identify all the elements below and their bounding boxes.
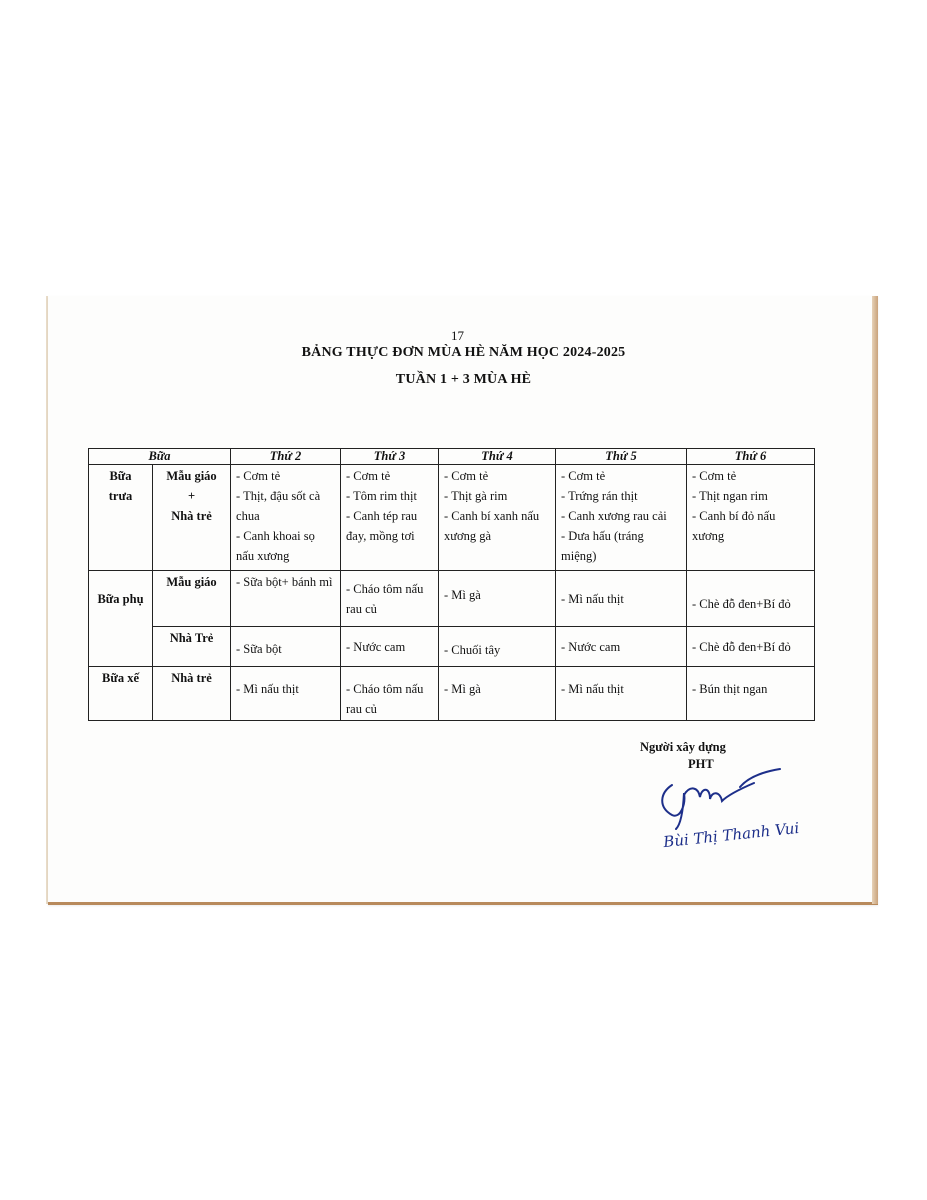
menu-table [88,448,815,721]
document-title: BẢNG THỰC ĐƠN MÙA HÈ NĂM HỌC 2024-2025 [301,345,626,360]
header-day: Thứ 6 [687,449,815,465]
meal-snack: Bữa phụ [89,571,153,667]
afternoon-row [89,667,815,721]
snack-cell: - Nước cam [341,627,439,667]
snack-nursery-row [89,627,815,667]
lunch-row [89,465,815,571]
snack-kindergarten-row [89,571,815,627]
header-day: Thứ 2 [231,449,341,465]
snack-cell: - Chuối tây [439,627,556,667]
afternoon-cell: - Cháo tôm nấu rau củ [341,667,439,721]
snack-cell: - Chè đỗ đen+Bí đỏ [687,571,815,627]
snack-cell: - Chè đỗ đen+Bí đỏ [687,627,815,667]
afternoon-cell: - Bún thịt ngan [687,667,815,721]
meal-lunch: Bữa trưa [89,465,153,571]
snack-cell: - Mì nấu thịt [556,571,687,627]
lunch-cell: - Cơm tẻ - Trứng rán thịt - Canh xương rau cải - Dưa hấu (tráng miệng) [556,465,687,571]
group-kindergarten: Mẫu giáo [153,571,231,627]
lunch-cell: - Cơm tẻ - Thịt gà rim - Canh bí xanh nấu xương gà [439,465,556,571]
afternoon-cell: - Mì gà [439,667,556,721]
afternoon-cell: - Mì nấu thịt [556,667,687,721]
snack-cell: - Mì gà [439,571,556,627]
signer-role: Người xây dựng [640,740,726,754]
signer-name-handwritten: Bùi Thị Thanh Vui [662,818,801,852]
header-day: Thứ 5 [556,449,687,465]
snack-cell: - Nước cam [556,627,687,667]
snack-cell: - Sữa bột+ bánh mì [231,571,341,627]
afternoon-cell: - Mì nấu thịt [231,667,341,721]
header-row [89,449,815,465]
snack-cell: - Sữa bột [231,627,341,667]
lunch-cell: - Cơm tẻ - Tôm rim thịt - Canh tép rau đay, mồng tơi [341,465,439,571]
group-nursery: Nhà Trẻ [153,627,231,667]
document-subtitle: TUẦN 1 + 3 MÙA HÈ [395,372,532,387]
signer-title: PHT [688,757,714,771]
header-day: Thứ 4 [439,449,556,465]
snack-cell: - Cháo tôm nấu rau củ [341,571,439,627]
group-lunch: Mẫu giáo + Nhà trẻ [153,465,231,571]
lunch-cell: - Cơm tẻ - Thịt ngan rim - Canh bí đỏ nấu xương [687,465,815,571]
lunch-cell: - Cơm tẻ - Thịt, đậu sốt cà chua - Canh khoai sọ nấu xương [231,465,341,571]
page-number: 17 [451,328,464,343]
header-meal: Bữa [89,449,231,465]
meal-afternoon: Bữa xế [89,667,153,721]
header-day: Thứ 3 [341,449,439,465]
group-afternoon: Nhà trẻ [153,667,231,721]
